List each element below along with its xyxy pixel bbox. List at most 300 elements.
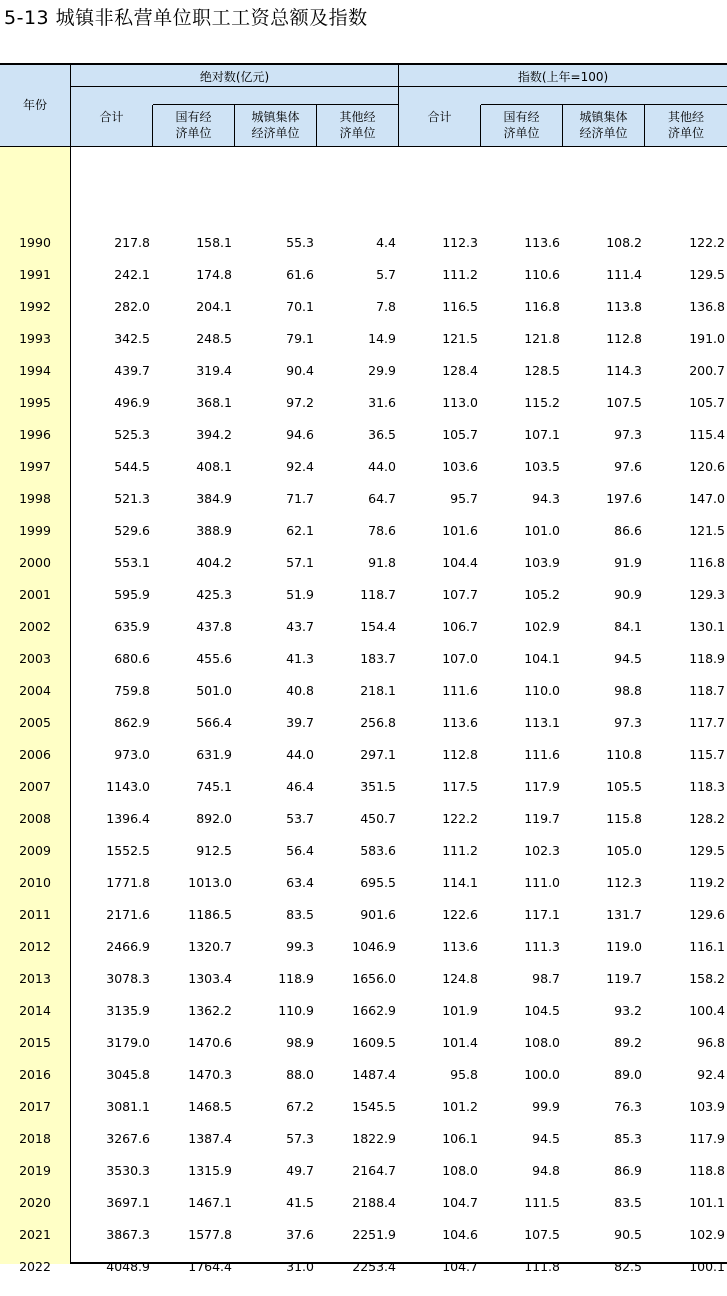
year-cell: 2009 [19, 843, 51, 858]
value-cell: 103.5 [524, 459, 560, 474]
value-cell: 41.3 [286, 651, 314, 666]
value-cell: 128.2 [689, 811, 725, 826]
value-cell: 84.1 [614, 619, 642, 634]
value-cell: 111.2 [442, 843, 478, 858]
value-cell: 76.3 [614, 1099, 642, 1114]
value-cell: 147.0 [689, 491, 725, 506]
value-cell: 98.9 [286, 1035, 314, 1050]
value-cell: 99.9 [532, 1099, 560, 1114]
value-cell: 1387.4 [188, 1131, 232, 1146]
header-group-absolute: 绝对数(亿元) [199, 70, 270, 84]
table-row [0, 547, 727, 579]
value-cell: 86.9 [614, 1163, 642, 1178]
value-cell: 43.7 [286, 619, 314, 634]
value-cell: 114.3 [606, 363, 642, 378]
value-cell: 121.8 [524, 331, 560, 346]
value-cell: 525.3 [114, 427, 150, 442]
value-cell: 113.6 [442, 715, 478, 730]
value-cell: 116.1 [689, 939, 725, 954]
value-cell: 1046.9 [352, 939, 396, 954]
value-cell: 97.6 [614, 459, 642, 474]
value-cell: 44.0 [286, 747, 314, 762]
year-cell: 2012 [19, 939, 51, 954]
value-cell: 117.9 [524, 779, 560, 794]
value-cell: 111.2 [442, 267, 478, 282]
year-cell: 1998 [19, 491, 51, 506]
value-cell: 130.1 [689, 619, 725, 634]
value-cell: 3045.8 [106, 1067, 150, 1082]
value-cell: 105.5 [606, 779, 642, 794]
value-cell: 94.8 [532, 1163, 560, 1178]
table-row [0, 1059, 727, 1091]
value-cell: 1186.5 [188, 907, 232, 922]
value-cell: 117.9 [689, 1131, 725, 1146]
value-cell: 98.8 [614, 683, 642, 698]
value-cell: 79.1 [286, 331, 314, 346]
value-cell: 1396.4 [106, 811, 150, 826]
header-line: 经济单位 [579, 126, 628, 140]
value-cell: 158.2 [689, 971, 725, 986]
value-cell: 2251.9 [352, 1227, 396, 1242]
value-cell: 217.8 [114, 235, 150, 250]
value-cell: 97.3 [614, 715, 642, 730]
value-cell: 248.5 [196, 331, 232, 346]
value-cell: 120.6 [689, 459, 725, 474]
year-cell: 2011 [19, 907, 51, 922]
value-cell: 122.2 [689, 235, 725, 250]
group-divider [398, 65, 399, 146]
year-cell: 2004 [19, 683, 51, 698]
subheader-divider [562, 105, 563, 146]
value-cell: 95.7 [450, 491, 478, 506]
table-row [0, 803, 727, 835]
value-cell: 1764.4 [188, 1259, 232, 1274]
group-underline [71, 86, 727, 87]
value-cell: 1609.5 [352, 1035, 396, 1050]
value-cell: 973.0 [114, 747, 150, 762]
value-cell: 102.9 [689, 1227, 725, 1242]
value-cell: 103.9 [689, 1099, 725, 1114]
value-cell: 297.1 [360, 747, 396, 762]
header-line: 济单位 [339, 126, 376, 140]
value-cell: 113.6 [524, 235, 560, 250]
value-cell: 46.4 [286, 779, 314, 794]
header-year: 年份 [22, 98, 47, 112]
value-cell: 368.1 [196, 395, 232, 410]
value-cell: 94.6 [286, 427, 314, 442]
table-row [0, 1091, 727, 1123]
value-cell: 115.4 [689, 427, 725, 442]
year-cell: 2018 [19, 1131, 51, 1146]
value-cell: 256.8 [360, 715, 396, 730]
year-cell: 1993 [19, 331, 51, 346]
table-row [0, 419, 727, 451]
value-cell: 1303.4 [188, 971, 232, 986]
value-cell: 56.4 [286, 843, 314, 858]
value-cell: 36.5 [368, 427, 396, 442]
header-abs-collective [235, 109, 316, 141]
value-cell: 4.4 [376, 235, 396, 250]
value-cell: 566.4 [196, 715, 232, 730]
value-cell: 104.7 [442, 1259, 478, 1274]
value-cell: 3078.3 [106, 971, 150, 986]
value-cell: 115.2 [524, 395, 560, 410]
table-row [0, 1251, 727, 1283]
header-divider [0, 146, 727, 147]
year-cell: 2013 [19, 971, 51, 986]
value-cell: 112.8 [606, 331, 642, 346]
value-cell: 544.5 [114, 459, 150, 474]
value-cell: 595.9 [114, 587, 150, 602]
subheader-top-right [481, 104, 727, 105]
value-cell: 119.7 [524, 811, 560, 826]
header-line: 城镇集体 [579, 110, 628, 124]
value-cell: 91.8 [368, 555, 396, 570]
value-cell: 107.0 [442, 651, 478, 666]
value-cell: 98.7 [532, 971, 560, 986]
table-row [0, 675, 727, 707]
value-cell: 351.5 [360, 779, 396, 794]
value-cell: 86.6 [614, 523, 642, 538]
value-cell: 29.9 [368, 363, 396, 378]
value-cell: 1320.7 [188, 939, 232, 954]
year-cell: 2020 [19, 1195, 51, 1210]
value-cell: 384.9 [196, 491, 232, 506]
value-cell: 1467.1 [188, 1195, 232, 1210]
year-cell: 2002 [19, 619, 51, 634]
value-cell: 89.0 [614, 1067, 642, 1082]
value-cell: 62.1 [286, 523, 314, 538]
table-row [0, 611, 727, 643]
table-row [0, 1123, 727, 1155]
value-cell: 104.7 [442, 1195, 478, 1210]
value-cell: 862.9 [114, 715, 150, 730]
value-cell: 496.9 [114, 395, 150, 410]
year-cell: 2017 [19, 1099, 51, 1114]
header-line: 城镇集体 [251, 110, 300, 124]
value-cell: 113.8 [606, 299, 642, 314]
value-cell: 197.6 [606, 491, 642, 506]
value-cell: 107.7 [442, 587, 478, 602]
subheader-top-left [153, 104, 398, 105]
value-cell: 129.6 [689, 907, 725, 922]
value-cell: 129.5 [689, 267, 725, 282]
table-row [0, 963, 727, 995]
value-cell: 96.8 [697, 1035, 725, 1050]
table-row [0, 771, 727, 803]
table-row [0, 931, 727, 963]
value-cell: 1487.4 [352, 1067, 396, 1082]
year-cell: 1995 [19, 395, 51, 410]
value-cell: 118.8 [689, 1163, 725, 1178]
table-row [0, 1219, 727, 1251]
header-abs-state [153, 109, 234, 141]
value-cell: 3530.3 [106, 1163, 150, 1178]
value-cell: 111.4 [606, 267, 642, 282]
value-cell: 121.5 [689, 523, 725, 538]
value-cell: 110.0 [524, 683, 560, 698]
value-cell: 116.8 [689, 555, 725, 570]
value-cell: 2253.4 [352, 1259, 396, 1274]
value-cell: 912.5 [196, 843, 232, 858]
value-cell: 1013.0 [188, 875, 232, 890]
value-cell: 108.0 [524, 1035, 560, 1050]
value-cell: 97.3 [614, 427, 642, 442]
header-line: 其他经 [339, 110, 376, 124]
value-cell: 3267.6 [106, 1131, 150, 1146]
year-cell: 2003 [19, 651, 51, 666]
value-cell: 103.9 [524, 555, 560, 570]
value-cell: 63.4 [286, 875, 314, 890]
value-cell: 53.7 [286, 811, 314, 826]
value-cell: 5.7 [376, 267, 396, 282]
value-cell: 118.7 [689, 683, 725, 698]
value-cell: 115.7 [689, 747, 725, 762]
year-cell: 1994 [19, 363, 51, 378]
value-cell: 759.8 [114, 683, 150, 698]
table-row [0, 387, 727, 419]
value-cell: 89.2 [614, 1035, 642, 1050]
value-cell: 107.1 [524, 427, 560, 442]
value-cell: 111.6 [442, 683, 478, 698]
value-cell: 104.1 [524, 651, 560, 666]
value-cell: 553.1 [114, 555, 150, 570]
value-cell: 128.5 [524, 363, 560, 378]
value-cell: 119.0 [606, 939, 642, 954]
value-cell: 106.7 [442, 619, 478, 634]
value-cell: 1143.0 [106, 779, 150, 794]
year-cell: 2006 [19, 747, 51, 762]
value-cell: 1470.6 [188, 1035, 232, 1050]
value-cell: 104.4 [442, 555, 478, 570]
value-cell: 51.9 [286, 587, 314, 602]
value-cell: 745.1 [196, 779, 232, 794]
subheader-divider [234, 105, 235, 146]
year-cell: 1996 [19, 427, 51, 442]
value-cell: 112.3 [606, 875, 642, 890]
value-cell: 37.6 [286, 1227, 314, 1242]
value-cell: 90.9 [614, 587, 642, 602]
table-row [0, 995, 727, 1027]
value-cell: 3081.1 [106, 1099, 150, 1114]
value-cell: 78.6 [368, 523, 396, 538]
value-cell: 14.9 [368, 331, 396, 346]
value-cell: 99.3 [286, 939, 314, 954]
value-cell: 118.9 [689, 651, 725, 666]
header-line: 济单位 [667, 126, 704, 140]
value-cell: 388.9 [196, 523, 232, 538]
year-cell: 1990 [19, 235, 51, 250]
value-cell: 111.8 [524, 1259, 560, 1274]
value-cell: 4048.9 [106, 1259, 150, 1274]
value-cell: 113.1 [524, 715, 560, 730]
value-cell: 101.2 [442, 1099, 478, 1114]
value-cell: 70.1 [286, 299, 314, 314]
value-cell: 1552.5 [106, 843, 150, 858]
header-idx-total [399, 109, 480, 125]
value-cell: 121.5 [442, 331, 478, 346]
table-row [0, 323, 727, 355]
value-cell: 31.0 [286, 1259, 314, 1274]
value-cell: 3135.9 [106, 1003, 150, 1018]
value-cell: 113.0 [442, 395, 478, 410]
header-idx-state [481, 109, 562, 141]
value-cell: 110.6 [524, 267, 560, 282]
table-row [0, 739, 727, 771]
value-cell: 1577.8 [188, 1227, 232, 1242]
value-cell: 97.2 [286, 395, 314, 410]
value-cell: 1771.8 [106, 875, 150, 890]
table-row [0, 707, 727, 739]
year-cell: 2007 [19, 779, 51, 794]
value-cell: 105.7 [442, 427, 478, 442]
value-cell: 122.2 [442, 811, 478, 826]
value-cell: 106.1 [442, 1131, 478, 1146]
value-cell: 2466.9 [106, 939, 150, 954]
value-cell: 117.7 [689, 715, 725, 730]
value-cell: 183.7 [360, 651, 396, 666]
header-idx-other [645, 109, 727, 141]
value-cell: 64.7 [368, 491, 396, 506]
table-row [0, 355, 727, 387]
table-row [0, 483, 727, 515]
value-cell: 154.4 [360, 619, 396, 634]
value-cell: 41.5 [286, 1195, 314, 1210]
value-cell: 110.8 [606, 747, 642, 762]
table-row [0, 643, 727, 675]
header-line: 国有经 [175, 110, 212, 124]
value-cell: 83.5 [286, 907, 314, 922]
value-cell: 583.6 [360, 843, 396, 858]
value-cell: 92.4 [697, 1067, 725, 1082]
value-cell: 94.3 [532, 491, 560, 506]
value-cell: 101.4 [442, 1035, 478, 1050]
header-line: 合计 [99, 110, 124, 124]
value-cell: 128.4 [442, 363, 478, 378]
value-cell: 2164.7 [352, 1163, 396, 1178]
value-cell: 101.1 [689, 1195, 725, 1210]
value-cell: 122.6 [442, 907, 478, 922]
value-cell: 158.1 [196, 235, 232, 250]
value-cell: 1362.2 [188, 1003, 232, 1018]
header-line: 国有经 [503, 110, 540, 124]
table-row [0, 291, 727, 323]
value-cell: 1470.3 [188, 1067, 232, 1082]
year-cell: 2022 [19, 1259, 51, 1274]
header-group-index: 指数(上年=100) [517, 70, 609, 84]
value-cell: 102.9 [524, 619, 560, 634]
value-cell: 100.4 [689, 1003, 725, 1018]
value-cell: 425.3 [196, 587, 232, 602]
header-line: 经济单位 [251, 126, 300, 140]
value-cell: 1468.5 [188, 1099, 232, 1114]
value-cell: 107.5 [606, 395, 642, 410]
table-row [0, 1187, 727, 1219]
value-cell: 2171.6 [106, 907, 150, 922]
value-cell: 174.8 [196, 267, 232, 282]
value-cell: 114.1 [442, 875, 478, 890]
value-cell: 695.5 [360, 875, 396, 890]
subheader-divider [480, 105, 481, 146]
header-idx-collective [563, 109, 644, 141]
value-cell: 101.6 [442, 523, 478, 538]
value-cell: 92.4 [286, 459, 314, 474]
header-line: 合计 [427, 110, 452, 124]
header-abs-other [317, 109, 398, 141]
value-cell: 105.2 [524, 587, 560, 602]
value-cell: 218.1 [360, 683, 396, 698]
year-cell: 2016 [19, 1067, 51, 1082]
value-cell: 3179.0 [106, 1035, 150, 1050]
value-cell: 1545.5 [352, 1099, 396, 1114]
value-cell: 437.8 [196, 619, 232, 634]
value-cell: 110.9 [278, 1003, 314, 1018]
value-cell: 105.7 [689, 395, 725, 410]
wage-table [0, 63, 727, 1274]
value-cell: 1822.9 [352, 1131, 396, 1146]
table-row [0, 515, 727, 547]
year-cell: 2005 [19, 715, 51, 730]
header-line: 其他经 [667, 110, 704, 124]
header-abs-total [71, 109, 152, 125]
value-cell: 39.7 [286, 715, 314, 730]
value-cell: 282.0 [114, 299, 150, 314]
value-cell: 204.1 [196, 299, 232, 314]
value-cell: 83.5 [614, 1195, 642, 1210]
value-cell: 108.2 [606, 235, 642, 250]
value-cell: 113.6 [442, 939, 478, 954]
value-cell: 631.9 [196, 747, 232, 762]
value-cell: 131.7 [606, 907, 642, 922]
header-line: 济单位 [503, 126, 540, 140]
table-header [0, 65, 727, 146]
value-cell: 529.6 [114, 523, 150, 538]
value-cell: 104.5 [524, 1003, 560, 1018]
year-cell: 2014 [19, 1003, 51, 1018]
value-cell: 82.5 [614, 1259, 642, 1274]
value-cell: 44.0 [368, 459, 396, 474]
value-cell: 94.5 [614, 651, 642, 666]
value-cell: 112.8 [442, 747, 478, 762]
table-row [0, 579, 727, 611]
value-cell: 129.5 [689, 843, 725, 858]
value-cell: 88.0 [286, 1067, 314, 1082]
value-cell: 2188.4 [352, 1195, 396, 1210]
year-cell: 2019 [19, 1163, 51, 1178]
year-cell: 1992 [19, 299, 51, 314]
value-cell: 102.3 [524, 843, 560, 858]
value-cell: 124.8 [442, 971, 478, 986]
value-cell: 49.7 [286, 1163, 314, 1178]
value-cell: 680.6 [114, 651, 150, 666]
year-cell: 1997 [19, 459, 51, 474]
value-cell: 57.1 [286, 555, 314, 570]
value-cell: 521.3 [114, 491, 150, 506]
value-cell: 892.0 [196, 811, 232, 826]
year-cell: 2001 [19, 587, 51, 602]
value-cell: 901.6 [360, 907, 396, 922]
table-row [0, 451, 727, 483]
value-cell: 115.8 [606, 811, 642, 826]
year-cell: 2000 [19, 555, 51, 570]
value-cell: 95.8 [450, 1067, 478, 1082]
value-cell: 129.3 [689, 587, 725, 602]
value-cell: 107.5 [524, 1227, 560, 1242]
value-cell: 111.3 [524, 939, 560, 954]
value-cell: 501.0 [196, 683, 232, 698]
table-row [0, 1027, 727, 1059]
value-cell: 103.6 [442, 459, 478, 474]
